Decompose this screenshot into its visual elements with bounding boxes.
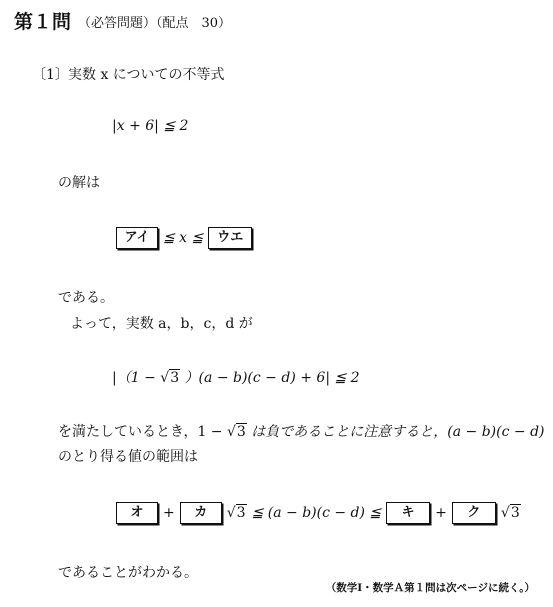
satisfy-line-post: は負であることに注意すると，(a − b)(c − d) (251, 424, 545, 440)
condition-expression-post: ）(a − b)(c − d) + 6| ≦ 2 (184, 370, 360, 386)
answer-box-ki[interactable]: キ (386, 502, 430, 524)
condition-expression (112, 367, 360, 387)
line-yotte: よって，実数 a，b，c，d が (70, 316, 253, 332)
answer-row-2 (116, 502, 521, 524)
sqrt-symbol-icon: √ (160, 370, 170, 386)
satisfy-line (58, 421, 545, 441)
satisfy-line-pre: を満たしているとき，1 − (58, 424, 223, 440)
satisfy-radicand: 3 (236, 424, 246, 440)
closing-line: であることがわかる。 (58, 565, 198, 581)
range-radicand-2: 3 (510, 505, 520, 521)
answer-box-ku[interactable]: ク (452, 502, 496, 524)
continue-note: （数学Ⅰ・数学Ａ第１問は次ページに続く。） (325, 582, 535, 594)
question-intro: 実数 x についての不等式 (68, 67, 225, 83)
answer-box-ka[interactable]: カ (180, 502, 222, 524)
answer-row-1 (116, 227, 252, 249)
range-intro: のとり得る値の範囲は (58, 449, 198, 465)
answer-box-ue[interactable]: ウエ (208, 227, 252, 249)
range-radicand-1: 3 (236, 505, 246, 521)
sqrt-symbol-icon: √ (226, 505, 236, 521)
solution-intro: の解は (58, 175, 100, 191)
line-dearu: である。 (58, 290, 114, 306)
range-middle: ≦ (a − b)(c − d) ≦ (251, 505, 382, 521)
question-number: 〔1〕 (32, 67, 69, 83)
inequality-expression: |x + 6| ≦ 2 (112, 118, 189, 134)
answer-box-ai[interactable]: アイ (116, 227, 158, 249)
plus-sign: + (163, 505, 175, 521)
answer-row-1-middle: ≦ x ≦ (163, 230, 204, 246)
sqrt-symbol-icon: √ (226, 424, 236, 440)
sqrt-symbol-icon: √ (500, 505, 510, 521)
problem-subtitle: （必答問題）（配点 30） (78, 16, 232, 31)
plus-sign: + (435, 505, 447, 521)
answer-box-o[interactable]: オ (116, 502, 158, 524)
problem-title: 第１問 (14, 11, 72, 33)
condition-radicand: 3 (170, 370, 180, 386)
condition-expression-pre: |（1 − (112, 370, 156, 386)
